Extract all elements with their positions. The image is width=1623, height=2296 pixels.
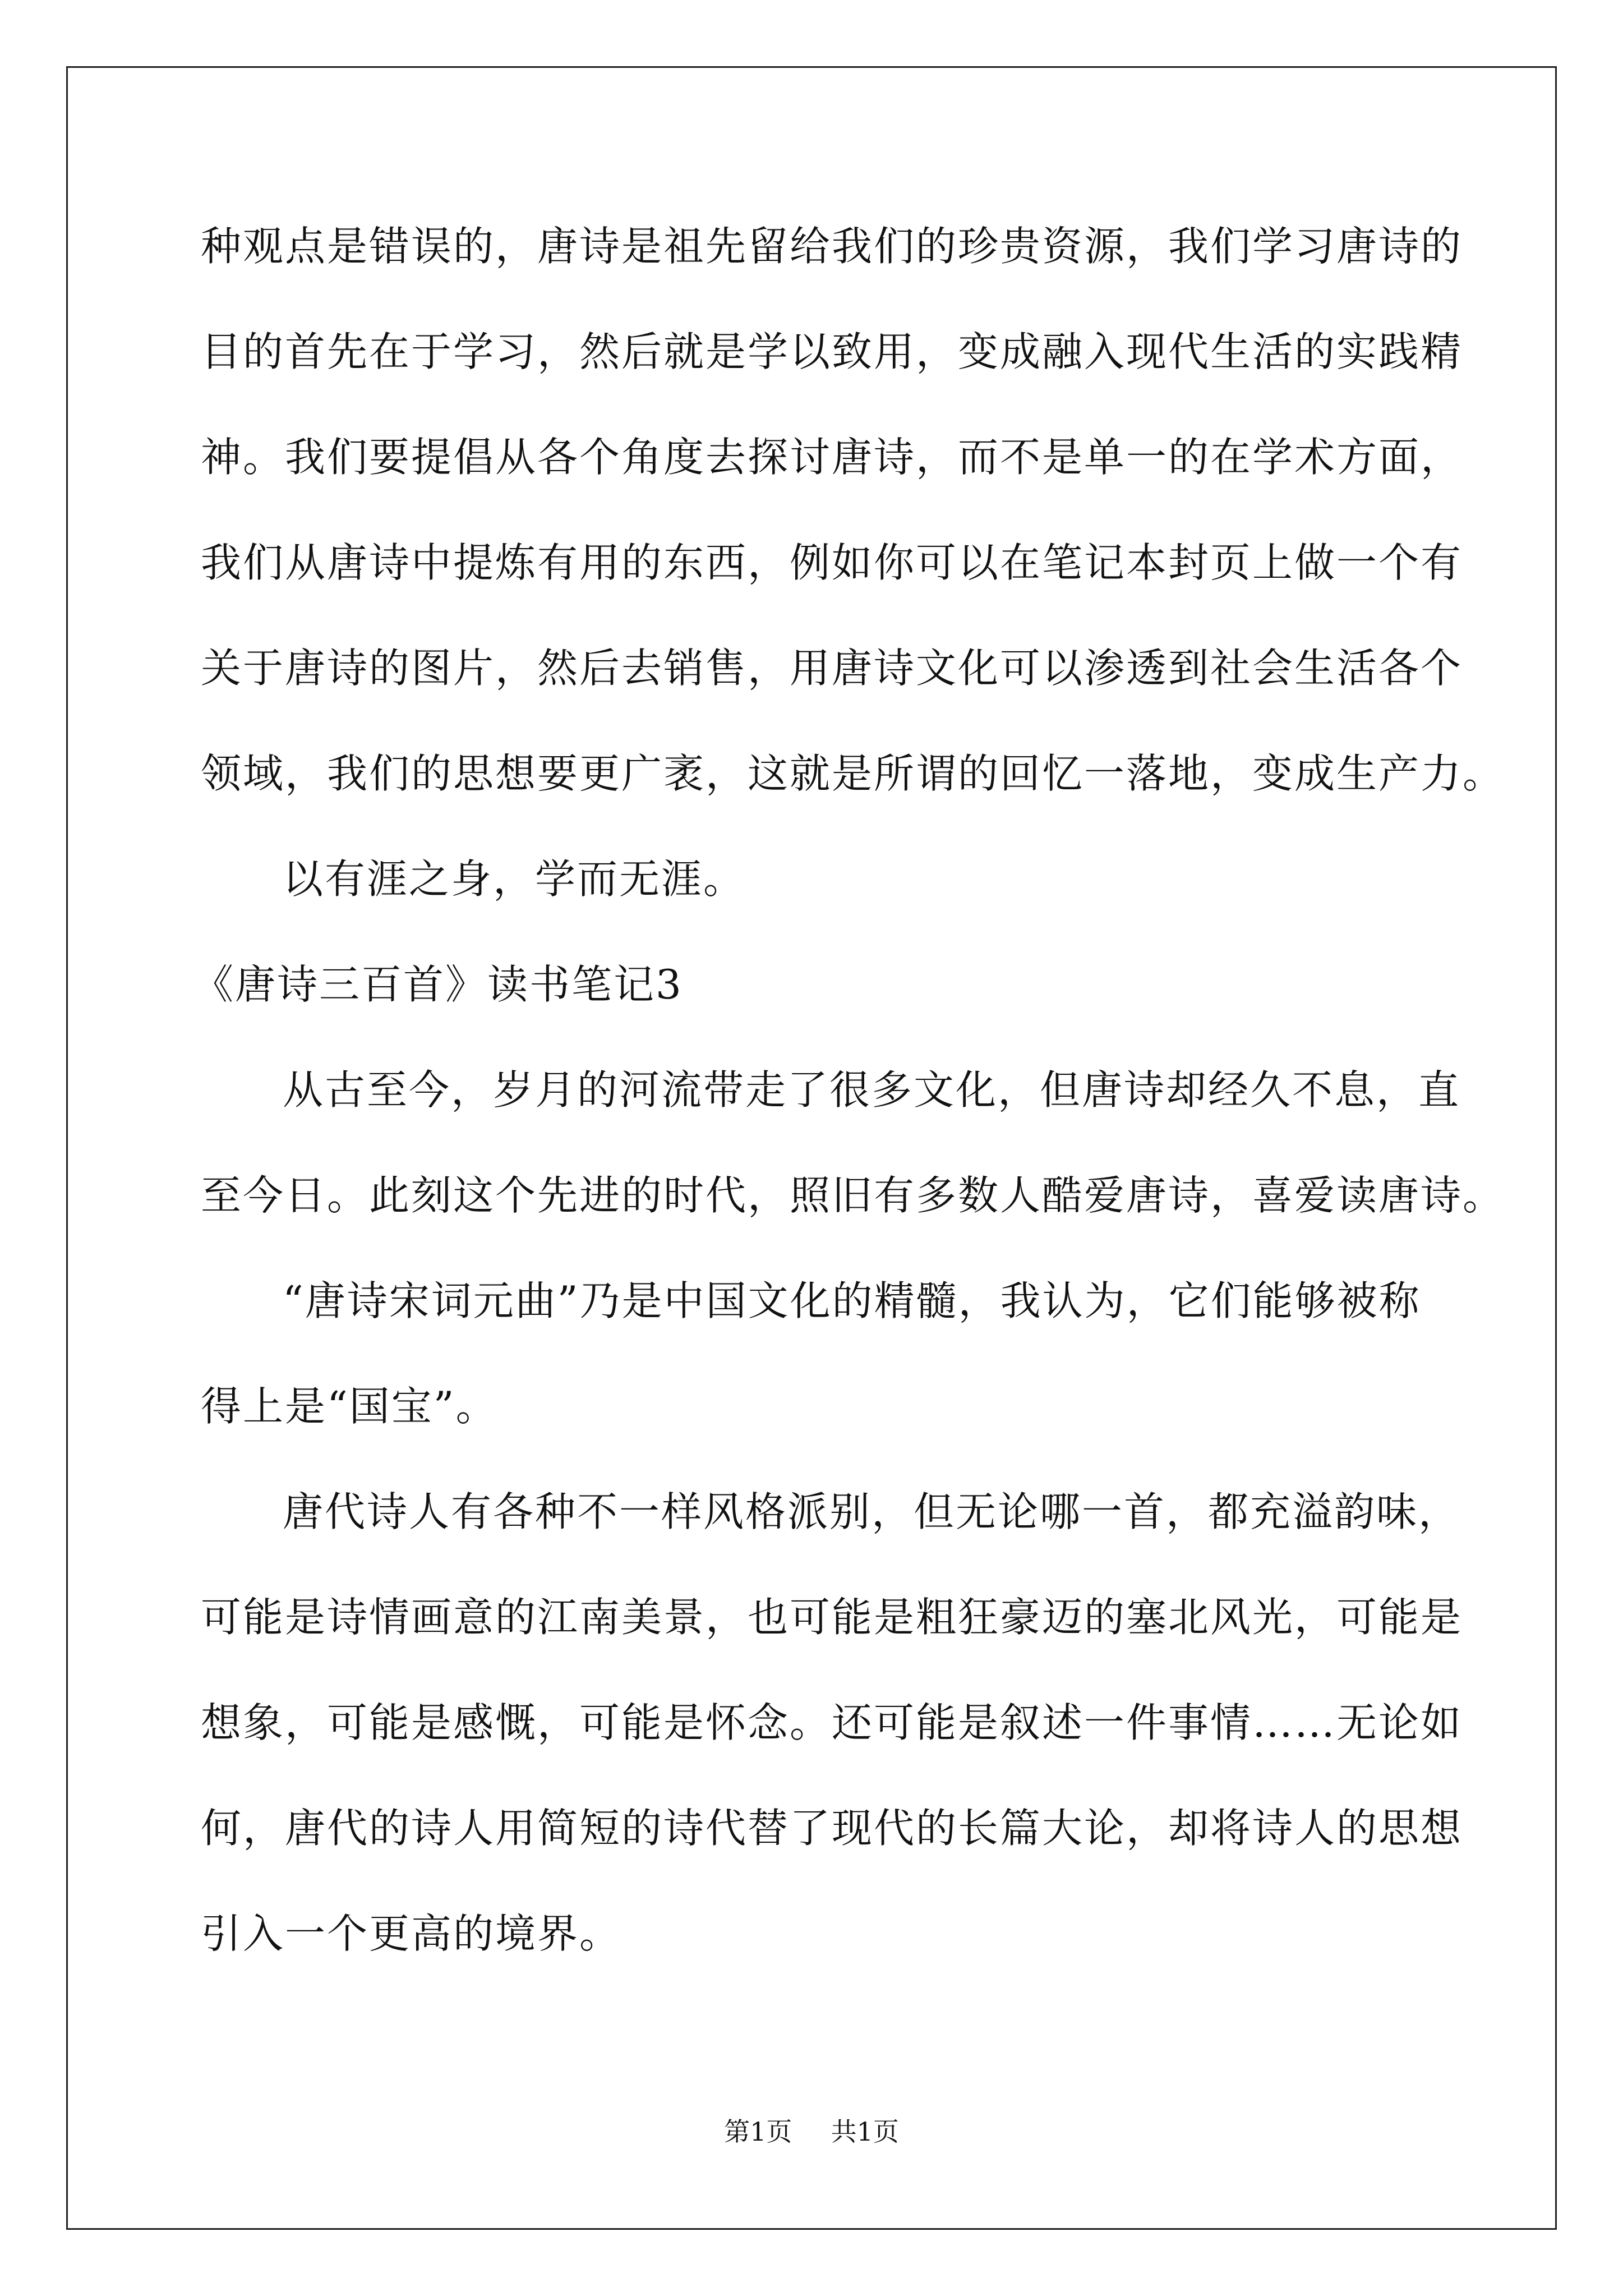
text-line: 领域，我们的思想要更广袤，这就是所谓的回忆一落地，变成生产力。 <box>201 750 1505 797</box>
text-line: 得上是“国宝”。 <box>201 1383 498 1430</box>
section-heading: 《唐诗三百首》读书笔记3 <box>193 961 683 1008</box>
text-line: 关于唐诗的图片，然后去销售，用唐诗文化可以渗透到社会生活各个 <box>201 645 1463 692</box>
text-line: 种观点是错误的，唐诗是祖先留给我们的珍贵资源，我们学习唐诗的 <box>201 223 1463 270</box>
paragraph-line: 唐代诗人有各种不一样风格派别，但无论哪一首，都充溢韵味， <box>283 1488 1461 1535</box>
page-footer <box>0 2115 1623 2148</box>
text-line: 神。我们要提倡从各个角度去探讨唐诗，而不是单一的在学术方面， <box>201 434 1463 481</box>
text-line: 引入一个更高的境界。 <box>201 1910 622 1957</box>
text-line: 至今日。此刻这个先进的时代，照旧有多数人酷爱唐诗，喜爱读唐诗。 <box>201 1172 1505 1219</box>
paragraph-line: “唐诗宋词元曲”乃是中国文化的精髓，我认为，它们能够被称 <box>283 1277 1421 1324</box>
text-line: 可能是诗情画意的江南美景，也可能是粗狂豪迈的塞北风光，可能是 <box>201 1594 1463 1641</box>
text-line: 想象，可能是感慨，可能是怀念。还可能是叙述一件事情……无论如 <box>201 1699 1463 1746</box>
paragraph-line: 从古至今，岁月的河流带走了很多文化，但唐诗却经久不息，直 <box>283 1066 1461 1114</box>
paragraph-line: 以有涯之身，学而无涯。 <box>283 855 746 903</box>
page-number: 第1页 <box>724 2116 792 2147</box>
text-line: 目的首先在于学习，然后就是学以致用，变成融入现代生活的实践精 <box>201 328 1463 375</box>
text-line: 何，唐代的诗人用简短的诗代替了现代的长篇大论，却将诗人的思想 <box>201 1805 1463 1852</box>
text-line: 我们从唐诗中提炼有用的东西，例如你可以在笔记本封页上做一个有 <box>201 539 1463 586</box>
page-total: 共1页 <box>831 2116 899 2147</box>
